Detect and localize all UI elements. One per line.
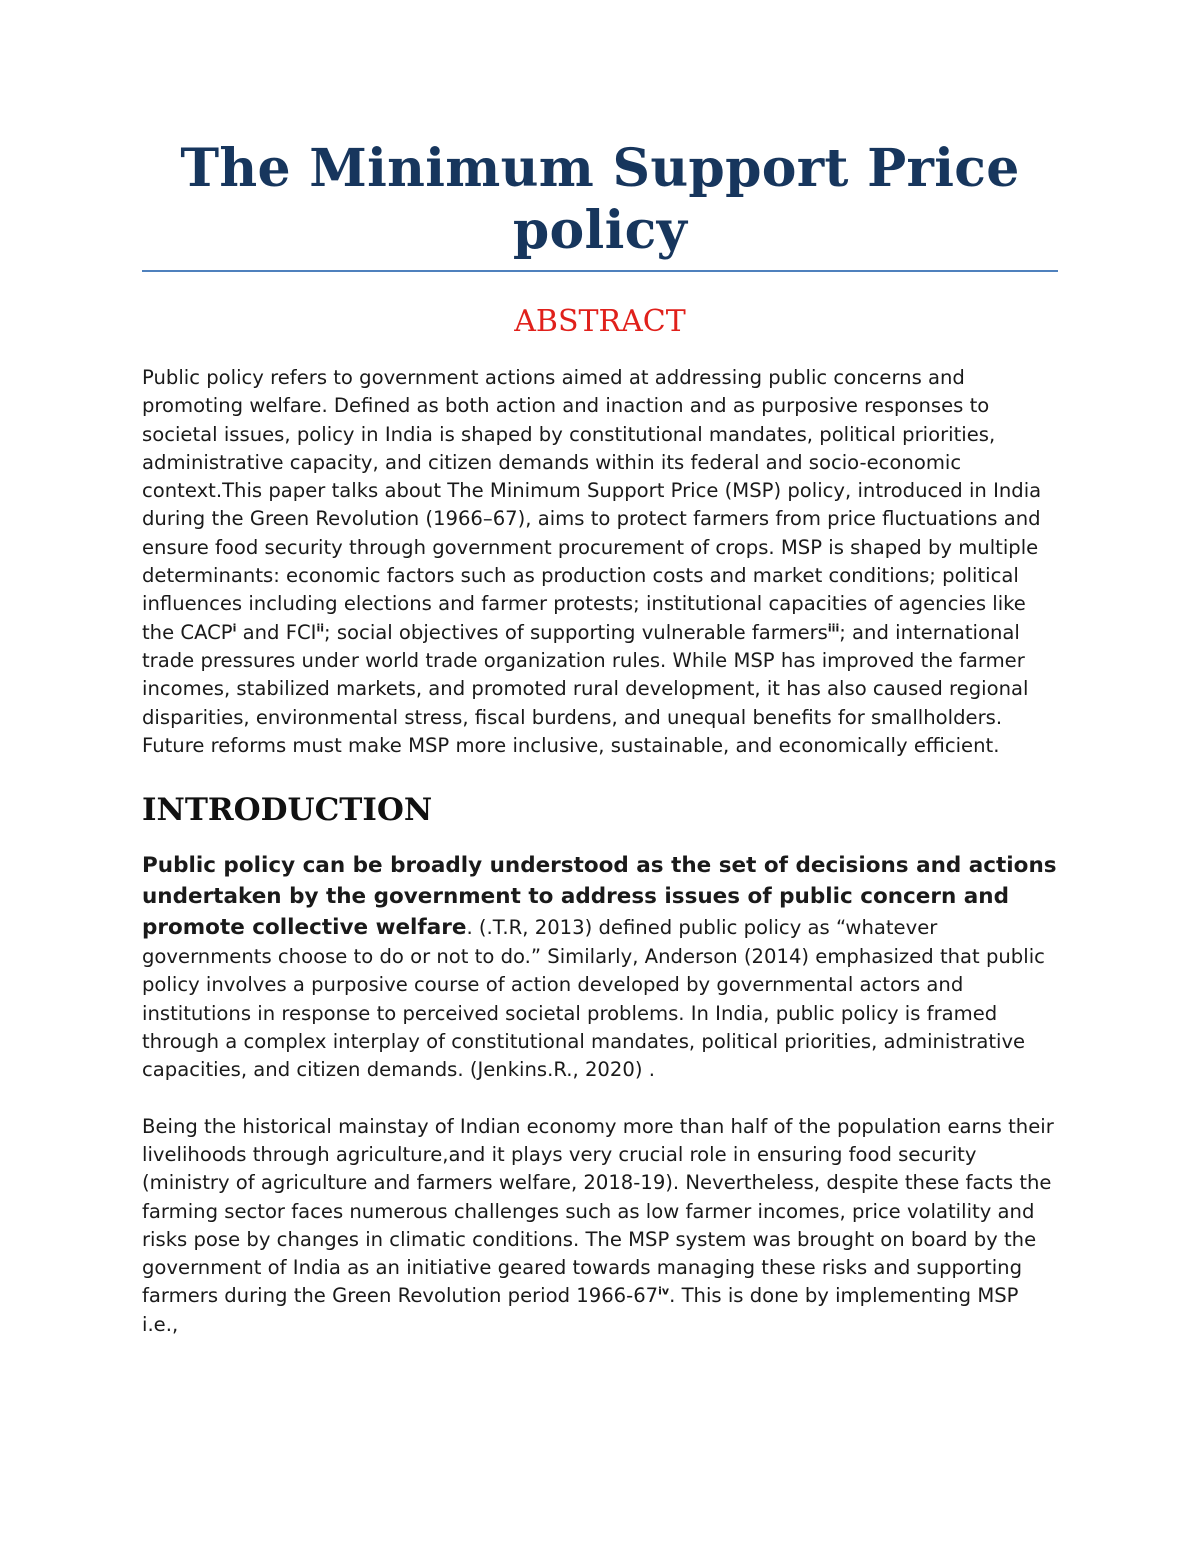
footnote-ref-ii[interactable]: ii — [316, 621, 325, 635]
abstract-text-2: and FCI — [236, 620, 317, 644]
abstract-text-4: ; and international trade pressures under world trade organization rules. While MSP has improved the farmer incomes, stabilized markets, and promoted rural development, it has also caused regional disparities, environmental stress, fiscal burdens, and unequal benefits for smallholders. Future reforms must make MSP more inclusive, sustainable, and economically efficient. — [142, 620, 1029, 757]
abstract-text-3: ; social objectives of supporting vulnerable farmers — [324, 620, 828, 644]
introduction-heading: INTRODUCTION — [142, 792, 433, 829]
introduction-lead-sentence: Public policy can be broadly understood as the set of decisions and actions undertaken by the government to address issues of public concern and promote collective welfare — [142, 853, 1057, 941]
footnote-ref-iv[interactable]: iv — [658, 1284, 670, 1298]
footnote-ref-iii[interactable]: iii — [827, 621, 840, 635]
title-line-2: policy — [512, 200, 688, 261]
introduction-paragraph-2 — [142, 1113, 1058, 1339]
introduction-paragraph-2-end: . This is done by implementing MSP i.e., — [142, 1284, 1019, 1336]
introduction-paragraph-2-text: Being the historical mainstay of Indian economy more than half of the population earns their livelihoods through agriculture,and it plays very crucial role in ensuring food security (ministry of agriculture and farmers welfare, 2018-19). Nevertheless, despite these facts the farming sector faces numerous challenges such as low farmer incomes, price volatility and risks pose by changes in climatic conditions. The MSP system was brought on board by the government of India as an initiative geared towards managing these risks and supporting farmers during the Green Revolution period 1966-67 — [142, 1114, 1054, 1308]
introduction-paragraph-1-rest: . (.T.R, 2013) defined public policy as “whatever governments choose to do or not to do.” Similarly, Anderson (2014) emphasized that public policy involves a purposive course of action developed by governmental actors and institutions in response to perceived societal problems. In India, public policy is framed through a complex interplay of constitutional mandates, political priorities, administrative capacities, and citizen demands. (Jenkins.R., 2020) . — [142, 916, 1045, 1082]
footnote-ref-i[interactable]: i — [232, 621, 237, 635]
document-title — [142, 0, 1058, 262]
abstract-paragraph — [142, 364, 1058, 760]
introduction-paragraph-1 — [142, 850, 1058, 1084]
title-line-1: The Minimum Support Price — [180, 138, 1020, 199]
abstract-text-1: Public policy refers to government actions aimed at addressing public concerns and promoting welfare. Defined as both action and inaction and as purposive responses to societal issues, policy in India is shaped by constitutional mandates, political priorities, administrative capacity, and citizen demands within its federal and socio-economic context.This paper talks about The Minimum Support Price (MSP) policy, introduced in India during the Green Revolution (1966–67), aims to protect farmers from price fluctuations and ensure food security through government procurement of crops. MSP is shaped by multiple determinants: economic factors such as production costs and market conditions; political influences including elections and farmer protests; institutional capacities of agencies like the CACP — [142, 366, 1042, 644]
abstract-heading: ABSTRACT — [514, 304, 686, 339]
title-underline-rule — [142, 270, 1058, 272]
